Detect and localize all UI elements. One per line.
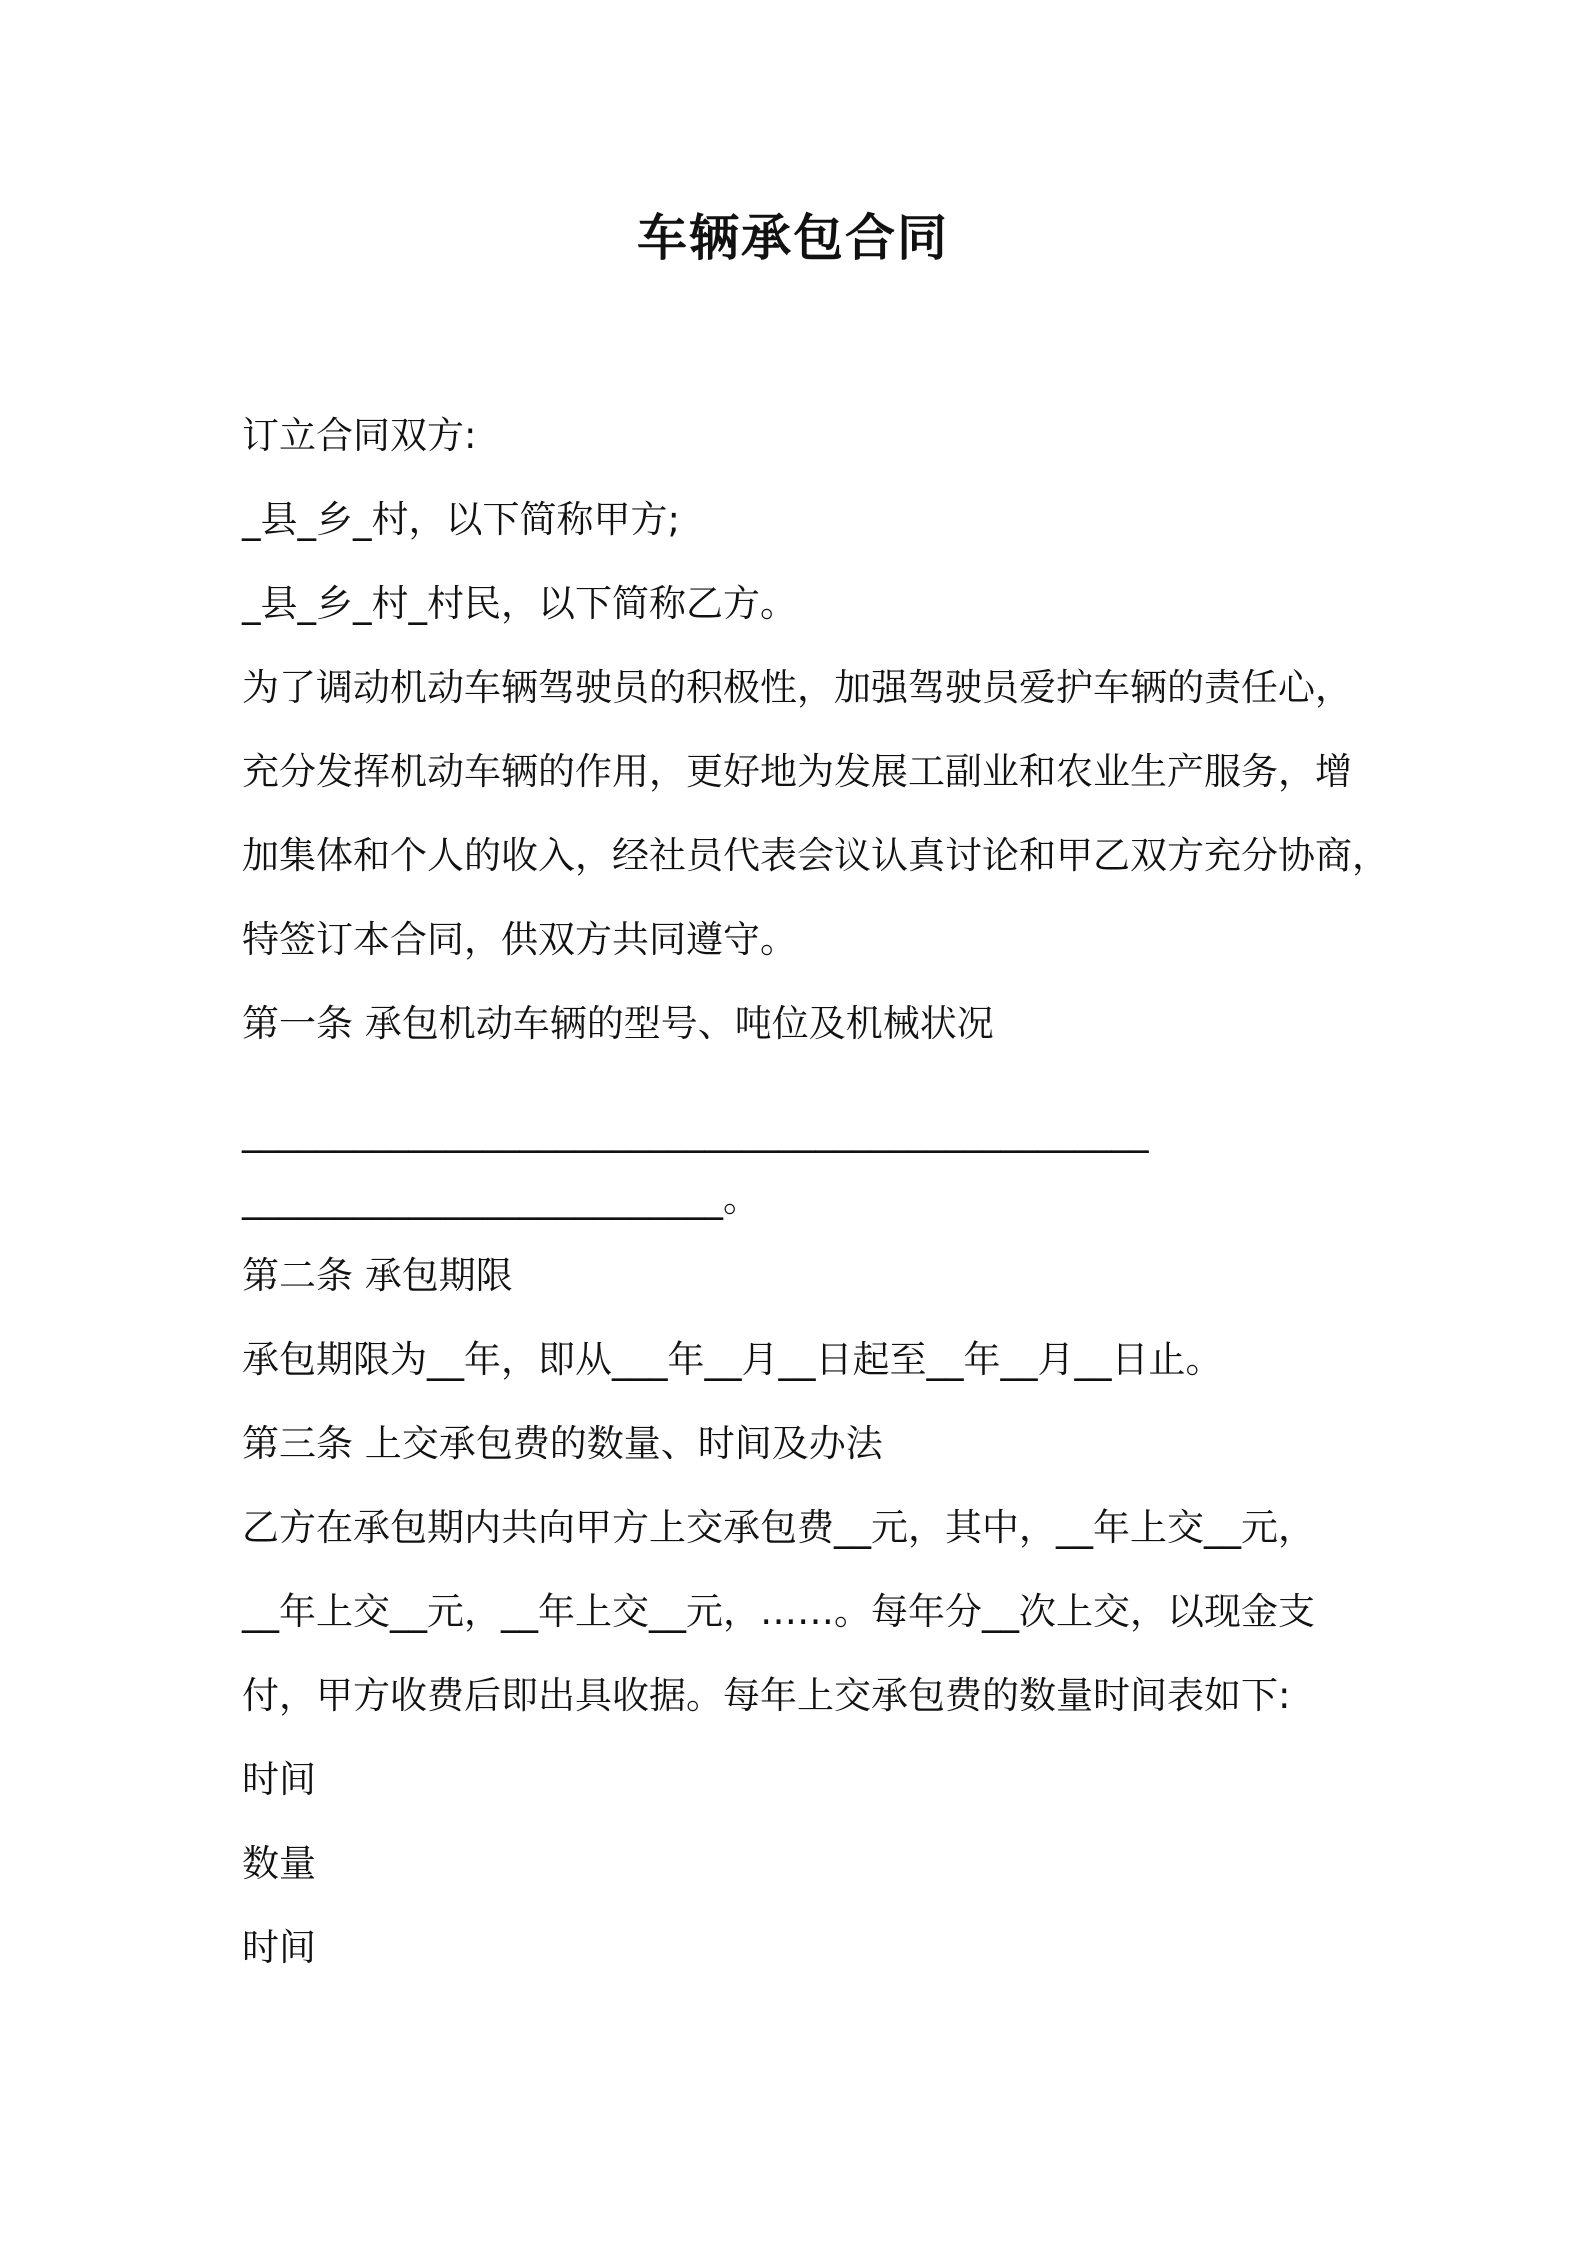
- text-line-purpose-2: 充分发挥机动车辆的作用，更好地为发展工副业和农业生产服务，增: [242, 750, 1352, 793]
- article-2-term: 承包期限为__年，即从___年__月__日起至__年__月__日止。: [242, 1338, 1223, 1381]
- schedule-label-time-2: 时间: [242, 1926, 316, 1969]
- text-line-party-a: _县_乡_村，以下简称甲方;: [242, 498, 680, 541]
- schedule-label-amount: 数量: [242, 1842, 316, 1885]
- text-line-purpose-4: 特签订本合同，供双方共同遵守。: [242, 918, 797, 961]
- article-1-blank-line-2: __________________________。: [242, 1177, 760, 1220]
- text-line-purpose-1: 为了调动机动车辆驾驶员的积极性，加强驾驶员爱护车辆的责任心，: [242, 666, 1352, 709]
- article-2-heading: 第二条 承包期限: [242, 1254, 513, 1297]
- document-title: 车辆承包合同: [637, 209, 949, 267]
- text-line-parties-heading: 订立合同双方:: [242, 414, 477, 457]
- text-line-party-b: _县_乡_村_村民，以下简称乙方。: [242, 582, 797, 625]
- article-3-text-3: 付，甲方收费后即出具收据。每年上交承包费的数量时间表如下:: [242, 1674, 1291, 1717]
- article-1-blank-line-1: _________________________________________________: [242, 1110, 1149, 1153]
- schedule-label-time-1: 时间: [242, 1758, 316, 1801]
- article-3-text-2: __年上交__元，__年上交__元，……。每年分__次上交，以现金支: [242, 1590, 1315, 1633]
- article-3-text-1: 乙方在承包期内共向甲方上交承包费__元，其中，__年上交__元，: [242, 1506, 1315, 1549]
- article-3-heading: 第三条 上交承包费的数量、时间及办法: [242, 1422, 883, 1465]
- text-line-purpose-3: 加集体和个人的收入，经社员代表会议认真讨论和甲乙双方充分协商，: [242, 834, 1389, 877]
- article-1-heading: 第一条 承包机动车辆的型号、吨位及机械状况: [242, 1002, 994, 1045]
